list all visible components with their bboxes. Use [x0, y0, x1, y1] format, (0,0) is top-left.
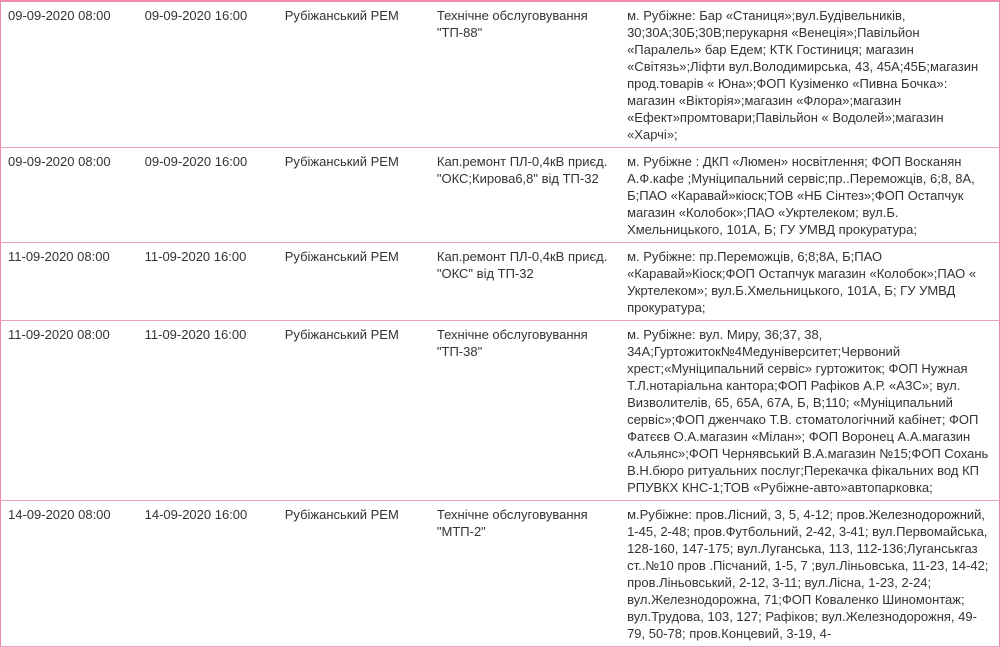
work-type-cell: Технічне обслуговування "ТП-38": [430, 321, 620, 501]
rem-name-cell: Рубіжанський РЕМ: [278, 321, 430, 501]
outage-schedule-body: [1, 1, 1000, 647]
addresses-cell: м. Рубіжне: Бар «Станиця»;вул.Будівельників, 30;30А;30Б;30В;перукарня «Венеція»;Павільйон «Паралель» бар Едем; КТК Гостиниця; магазин «Світязь»;Ліфти вул.Володимирська, 43, 45А;45Б;магазин прод.товарів « Юна»;ФОП Кузіменко «Пивна Бочка»: магазин «Вікторія»;магазин «Флора»;магазин «Ефект»промтовари;Павільйон « Водолей»;магазин «Харчі»;: [620, 1, 999, 148]
end-datetime-cell: 09-09-2020 16:00: [138, 148, 278, 243]
table-row: [1, 501, 1000, 647]
start-datetime-cell: 09-09-2020 08:00: [1, 1, 138, 148]
rem-name-cell: Рубіжанський РЕМ: [278, 1, 430, 148]
start-datetime-cell: 14-09-2020 08:00: [1, 501, 138, 647]
end-datetime-cell: 14-09-2020 16:00: [138, 501, 278, 647]
rem-name-cell: Рубіжанський РЕМ: [278, 501, 430, 647]
end-datetime-cell: 11-09-2020 16:00: [138, 321, 278, 501]
addresses-cell: м.Рубіжне: пров.Лісний, 3, 5, 4-12; пров.Железнодорожний, 1-45, 2-48; пров.Футбольний, 2-42, 3-41; вул.Первомайська, 128-160, 147-175; вул.Луганська, 113, 112-136;Луганськгаз ст..№10 пров .Пісчаний, 1-5, 7 ;вул.Ліньовська, 11-23, 14-42; пров.Ліньовський, 2-12, 3-11; вул.Лісна, 1-23, 2-24; вул.Железнодорожна, 71;ФОП Коваленко Шиномонтаж; вул.Трудова, 103, 127; Рафіков; вул.Железнодорожня, 49-79, 50-78; пров.Концевий, 3-19, 4-: [620, 501, 999, 647]
work-type-cell: Кап.ремонт ПЛ-0,4кВ приєд. "ОКС" від ТП-32: [430, 243, 620, 321]
table-row: [1, 243, 1000, 321]
table-row: [1, 1, 1000, 148]
work-type-cell: Технічне обслуговування "ТП-88": [430, 1, 620, 148]
start-datetime-cell: 11-09-2020 08:00: [1, 243, 138, 321]
table-row: [1, 321, 1000, 501]
rem-name-cell: Рубіжанський РЕМ: [278, 148, 430, 243]
rem-name-cell: Рубіжанський РЕМ: [278, 243, 430, 321]
addresses-cell: м. Рубіжне: пр.Переможців, 6;8;8А, Б;ПАО «Каравай»Кіоск;ФОП Остапчук магазин «Колобок»;ПАО « Укртелеком»; вул.Б.Хмельницького, 101А, Б; ГУ УМВД прокуратура;: [620, 243, 999, 321]
work-type-cell: Кап.ремонт ПЛ-0,4кВ приєд. "ОКС;Кирова6,8" від ТП-32: [430, 148, 620, 243]
work-type-cell: Технічне обслуговування "МТП-2": [430, 501, 620, 647]
addresses-cell: м. Рубіжне : ДКП «Люмен» носвітлення; ФОП Восканян А.Ф.кафе ;Муніципальний сервіс;пр..Переможців, 6;8, 8А, Б;ПАО «Каравай»кіоск;ТОВ «НБ Сінтез»;ФОП Остапчук магазин «Колобок»;ПАО «Укртелеком; вул.Б. Хмельницького, 101А, Б; ГУ УМВД прокуратура;: [620, 148, 999, 243]
end-datetime-cell: 09-09-2020 16:00: [138, 1, 278, 148]
end-datetime-cell: 11-09-2020 16:00: [138, 243, 278, 321]
start-datetime-cell: 11-09-2020 08:00: [1, 321, 138, 501]
table-row: [1, 148, 1000, 243]
start-datetime-cell: 09-09-2020 08:00: [1, 148, 138, 243]
addresses-cell: м. Рубіжне: вул. Миру, 36;37, 38, 34А;Гуртожиток№4Медуніверситет;Червоний хрест;«Муніципальний сервіс» гуртожиток; ФОП Нужная Т.Л.нотаріальна кантора;ФОП Рафіков А.Р. «АЗС»; вул. Визволителів, 65, 65А, 67А, Б, В;110; «Муніципальний сервіс»;ФОП дженчако Т.В. стоматологічний кабінет; ФОП Фатєєв О.А.магазин «Мілан»; ФОП Воронец А.А.магазин «Альянс»;ФОП Чернявський В.А.магазин №15;ФОП Сохань В.Н.бюро ритуальних послуг;Перекачка фікальних вод КП РПУВКХ КНС-1;ТОВ «Рубіжне-авто»автопарковка;: [620, 321, 999, 501]
